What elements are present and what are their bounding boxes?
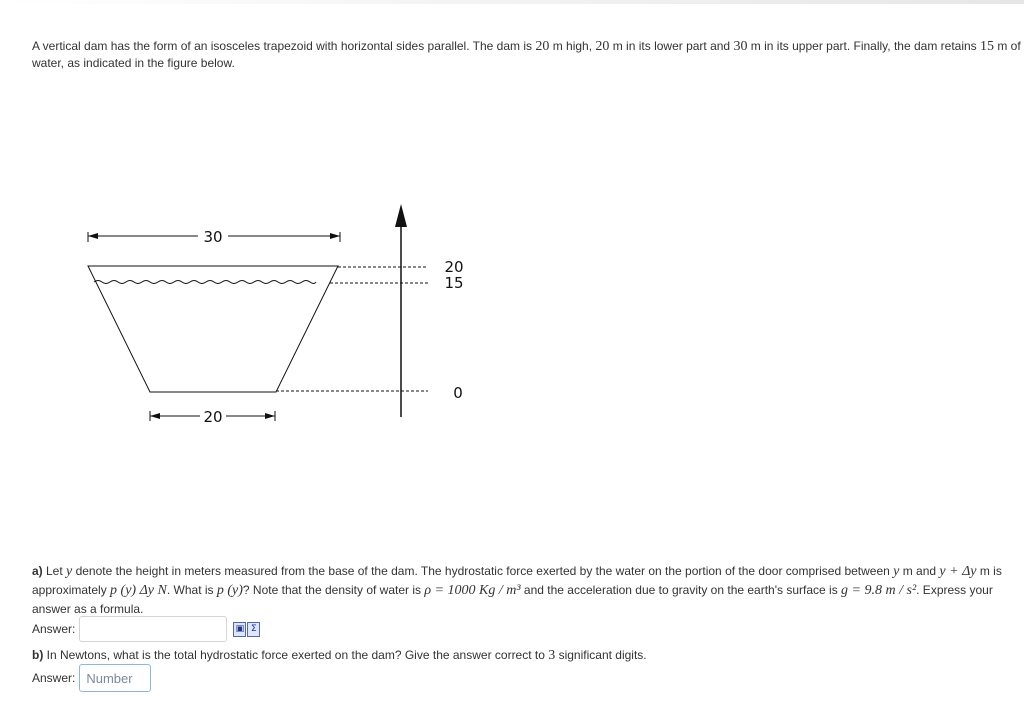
dam-figure — [0, 190, 520, 430]
question-text: . Express your answer as a formula. — [32, 583, 993, 616]
part-b-question — [32, 646, 1007, 665]
bottom-width-dimension — [150, 408, 275, 426]
intro-text: m in its upper part. Finally, the dam retains — [747, 39, 980, 53]
answer-a-row — [32, 616, 261, 642]
intro-text: m of water, as indicated in the figure below. — [32, 39, 1021, 70]
axis-label-20: 20 — [444, 258, 464, 276]
answer-b-label: Answer: — [32, 671, 76, 685]
problem-statement — [32, 38, 1022, 72]
answer-b-row — [32, 664, 151, 692]
water-surface — [94, 281, 316, 284]
question-text: and the acceleration due to gravity on the earth's surface is — [520, 583, 842, 597]
number-answer-input[interactable] — [79, 664, 151, 692]
water-height-value: 15 — [980, 39, 994, 54]
question-text: Let — [42, 564, 67, 578]
height-axis — [395, 204, 407, 417]
part-b-label: b) — [32, 648, 44, 662]
intro-text: A vertical dam has the form of an isosceles trapezoid with horizontal sides parallel. The dam is — [32, 39, 536, 53]
intro-text: m in its lower part and — [609, 39, 734, 53]
question-text: denote the height in meters measured from the base of the dam. The hydrostatic force exerted by the water on the portion of the door comprised between — [72, 564, 894, 578]
question-text: m is approximately — [32, 564, 1002, 597]
top-divider — [0, 0, 1024, 4]
question-text: . What is — [166, 583, 217, 597]
math-y: y — [66, 564, 73, 579]
equation-editor-buttons — [233, 622, 261, 637]
dam-trapezoid — [88, 266, 338, 392]
question-text: m and — [899, 564, 940, 578]
axis-label-0: 0 — [453, 384, 463, 402]
math-density: ρ = 1000 Kg / m³ — [424, 583, 521, 598]
math-p-of-y: p (y) — [216, 583, 243, 598]
upper-width-value: 30 — [733, 39, 748, 54]
sigma-icon[interactable]: Σ — [247, 622, 260, 637]
top-width-dimension — [88, 228, 340, 246]
axis-label-15: 15 — [444, 274, 464, 292]
intro-text: m high, — [549, 39, 596, 53]
math-y: y — [893, 564, 900, 579]
math-force-element: p (y) Δy N — [110, 583, 167, 598]
lower-width-value: 20 — [595, 39, 610, 54]
preview-icon[interactable]: ▣ — [233, 622, 246, 637]
question-text: In Newtons, what is the total hydrostatic force exerted on the dam? Give the answer correct to — [43, 648, 549, 662]
math-y-plus-dy: y + Δy — [939, 564, 977, 579]
part-a-label: a) — [32, 564, 43, 578]
bottom-width-label: 20 — [203, 408, 223, 426]
formula-answer-field[interactable] — [79, 616, 227, 642]
question-text: ? Note that the density of water is — [242, 583, 425, 597]
top-width-label: 30 — [203, 228, 223, 246]
question-text: significant digits. — [555, 648, 647, 662]
answer-a-label: Answer: — [32, 622, 76, 636]
math-gravity: g = 9.8 m / s² — [841, 583, 917, 598]
height-value: 20 — [535, 39, 550, 54]
significant-digits-value: 3 — [548, 648, 556, 663]
part-a-question — [32, 562, 1007, 618]
